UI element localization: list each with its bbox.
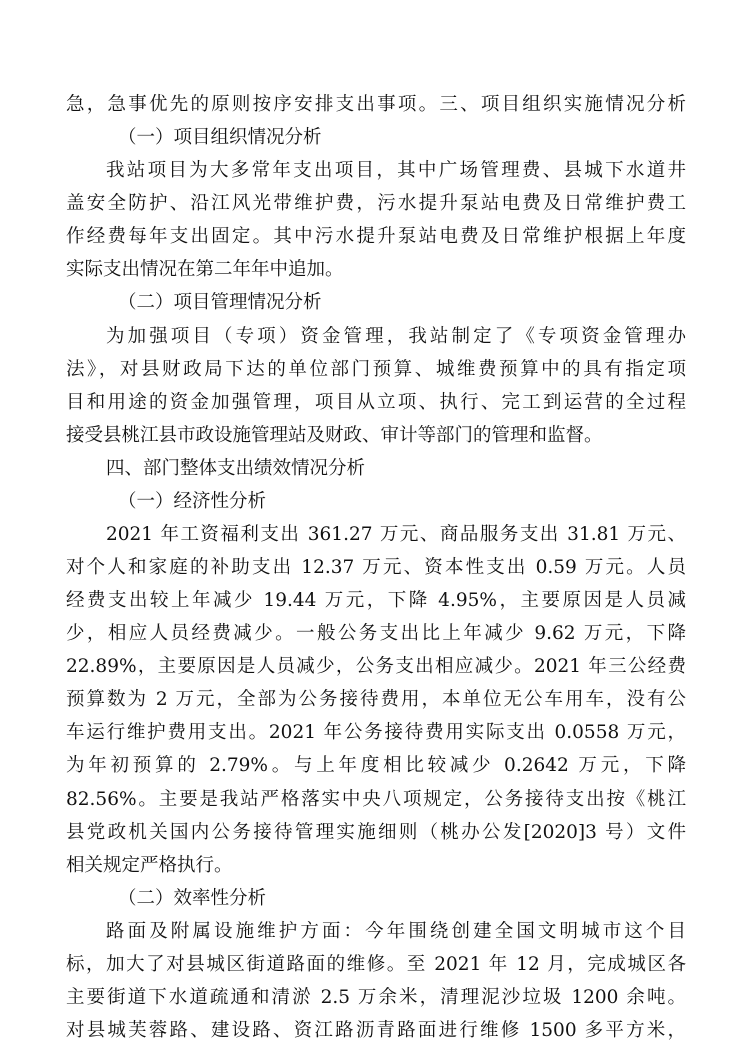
body-text-line: 盖安全防护、沿江风光带维护费，污水提升泵站电费及日常维护费工 bbox=[66, 193, 686, 215]
body-text-line: 为年初预算的 2.79%。与上年度相比较减少 0.2642 万元，下降 bbox=[66, 755, 686, 777]
paragraph-last-line: 接受县桃江县市政设施管理站及财政、审计等部门的管理和监督。 bbox=[66, 424, 603, 446]
body-text-line: 经费支出较上年减少 19.44 万元，下降 4.95%，主要原因是人员减 bbox=[66, 590, 686, 612]
paragraph-first-line: 2021 年工资福利支出 361.27 万元、商品服务支出 31.81 万元、 bbox=[106, 523, 686, 545]
body-text-line: 少，相应人员经费减少。一般公务支出比上年减少 9.62 万元，下降 bbox=[66, 623, 686, 645]
body-text-line: 作经费每年支出固定。其中污水提升泵站电费及日常维护根据上年度 bbox=[66, 226, 686, 248]
subsection-heading: （二）项目管理情况分析 bbox=[118, 292, 322, 314]
body-text-line: 对县城芙蓉路、建设路、资江路沥青路面进行维修 1500 多平方米， bbox=[66, 1020, 686, 1041]
subsection-heading: （一）经济性分析 bbox=[118, 490, 267, 512]
subsection-heading: （二）效率性分析 bbox=[118, 887, 267, 909]
body-text-line: 目和用途的资金加强管理，项目从立项、执行、完工到运营的全过程 bbox=[66, 391, 686, 413]
paragraph-last-line: 相关规定严格执行。 bbox=[66, 854, 233, 876]
subsection-heading: （一）项目组织情况分析 bbox=[118, 127, 322, 149]
paragraph-first-line: 我站项目为大多常年支出项目，其中广场管理费、县城下水道井 bbox=[106, 160, 686, 182]
body-text-line: 82.56%。主要是我站严格落实中央八项规定，公务接待支出按《桃江 bbox=[66, 788, 686, 810]
body-text-line: 县党政机关国内公务接待管理实施细则（桃办公发[2020]3 号）文件 bbox=[66, 821, 686, 843]
body-text-line: 对个人和家庭的补助支出 12.37 万元、资本性支出 0.59 万元。人员 bbox=[66, 557, 686, 578]
body-text-line: 22.89%，主要原因是人员减少，公务支出相应减少。2021 年三公经费 bbox=[66, 656, 686, 678]
section-heading: 四、部门整体支出绩效情况分析 bbox=[106, 457, 366, 479]
body-text-line: 标，加大了对县城区街道路面的维修。至 2021 年 12 月，完成城区各 bbox=[66, 953, 686, 975]
body-text-line: 预算数为 2 万元，全部为公务接待费用，本单位无公车用车，没有公 bbox=[66, 689, 686, 711]
body-text-line: 主要街道下水道疏通和清淤 2.5 万余米，清理泥沙垃圾 1200 余吨。 bbox=[66, 986, 686, 1008]
paragraph-last-line: 实际支出情况在第二年年中追加。 bbox=[66, 259, 344, 281]
body-text-line: 法》，对县财政局下达的单位部门预算、城维费预算中的具有指定项 bbox=[66, 358, 686, 380]
body-text-line: 急，急事优先的原则按序安排支出事项。三、项目组织实施情况分析 bbox=[66, 94, 686, 115]
paragraph-first-line: 为加强项目（专项）资金管理，我站制定了《专项资金管理办 bbox=[106, 325, 686, 347]
paragraph-first-line: 路面及附属设施维护方面：今年围绕创建全国文明城市这个目 bbox=[106, 920, 686, 942]
body-text-line: 车运行维护费用支出。2021 年公务接待费用实际支出 0.0558 万元， bbox=[66, 722, 686, 744]
